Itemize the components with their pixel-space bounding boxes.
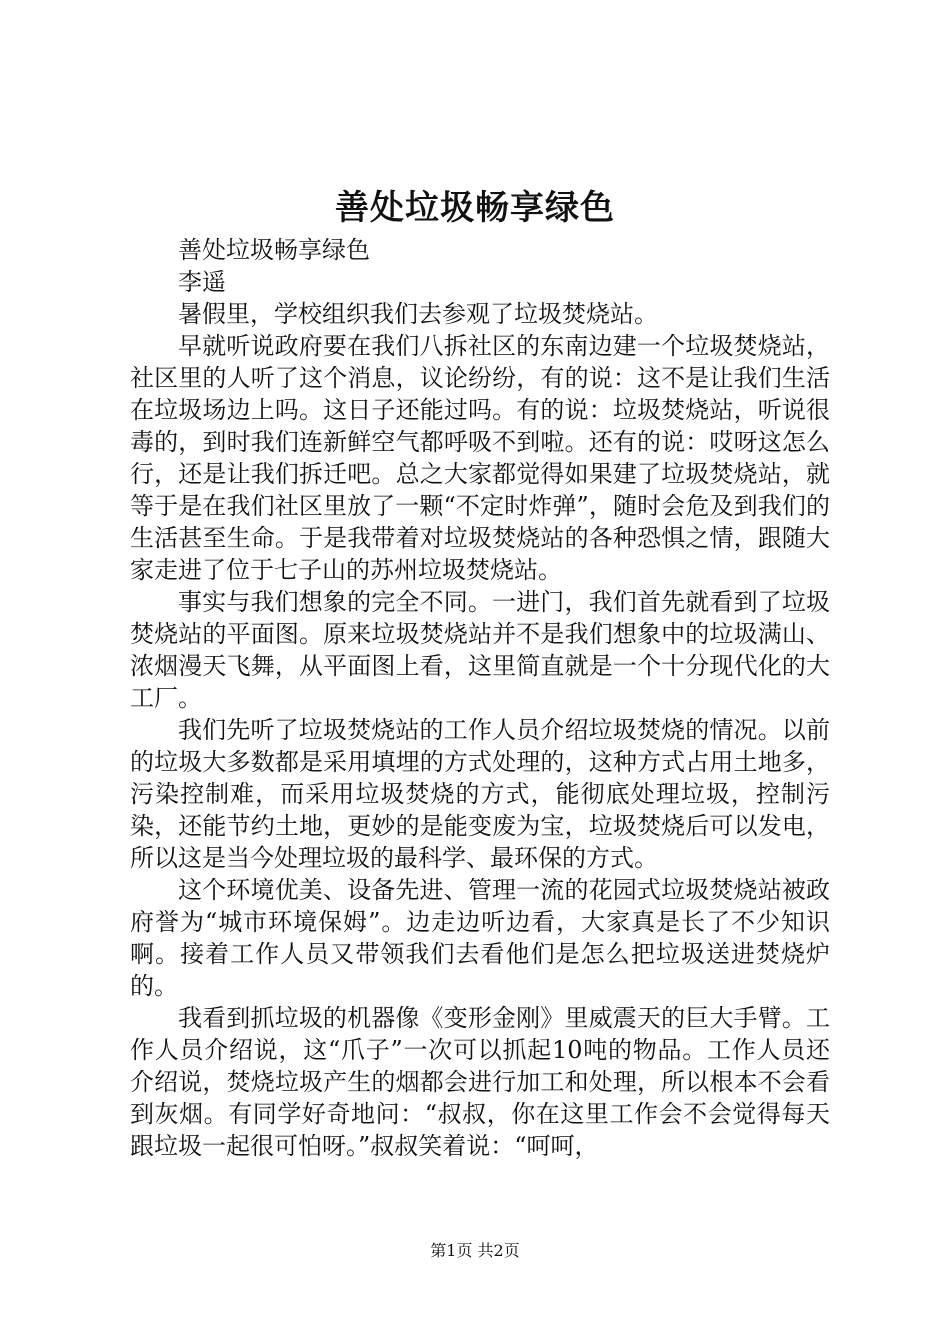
paragraph: 我们先听了垃圾焚烧站的工作人员介绍垃圾焚烧的情况。以前的垃圾大多数都是采用填埋的方式处理的，这种方式占用土地多，污染控制难，而采用垃圾焚烧的方式，能彻底处理垃圾，控制污染，还能节约土地，更妙的是能变废为宝，垃圾焚烧后可以发电，所以这是当今处理垃圾的最科学、最环保的方式。: [130, 716, 830, 872]
paragraph-author: 李遥: [178, 268, 226, 296]
paragraph: 事实与我们想象的完全不同。一进门，我们首先就看到了垃圾焚烧站的平面图。原来垃圾焚烧站并不是我们想象中的垃圾满山、浓烟漫天飞舞，从平面图上看，这里简直就是一个十分现代化的大工厂。: [130, 588, 830, 712]
paragraph: 我看到抓垃圾的机器像《变形金刚》里威震天的巨大手臂。工作人员介绍说，这“爪子”一次可以抓起10吨的物品。工作人员还介绍说，焚烧垃圾产生的烟都会进行加工和处理，所以根本不会看到灰烟。有同学好奇地问：“叔叔，你在这里工作会不会觉得每天跟垃圾一起很可怕呀。”叔叔笑着说：“呵呵，: [130, 1004, 830, 1160]
document-body: [130, 234, 830, 1162]
paragraph-subtitle: 善处垃圾畅享绿色: [178, 236, 370, 264]
paragraph: 这个环境优美、设备先进、管理一流的花园式垃圾焚烧站被政府誉为“城市环境保姆”。边走边听边看，大家真是长了不少知识啊。接着工作人员又带领我们去看他们是怎么把垃圾送进焚烧炉的。: [130, 876, 830, 1000]
paragraph: 暑假里，学校组织我们去参观了垃圾焚烧站。: [178, 300, 658, 328]
page-number-footer: 第1页 共2页: [430, 1241, 520, 1260]
paragraph: 早就听说政府要在我们八拆社区的东南边建一个垃圾焚烧站，社区里的人听了这个消息，议论纷纷，有的说：这不是让我们生活在垃圾场边上吗。这日子还能过吗。有的说：垃圾焚烧站，听说很毒的，到时我们连新鲜空气都呼吸不到啦。还有的说：哎呀这怎么行，还是让我们拆迁吧。总之大家都觉得如果建了垃圾焚烧站，就等于是在我们社区里放了一颗“不定时炸弹”，随时会危及到我们的生活甚至生命。于是我带着对垃圾焚烧站的各种恐惧之情，跟随大家走进了位于七子山的苏州垃圾焚烧站。: [130, 332, 830, 584]
document-title: 善处垃圾畅享绿色: [335, 188, 615, 228]
